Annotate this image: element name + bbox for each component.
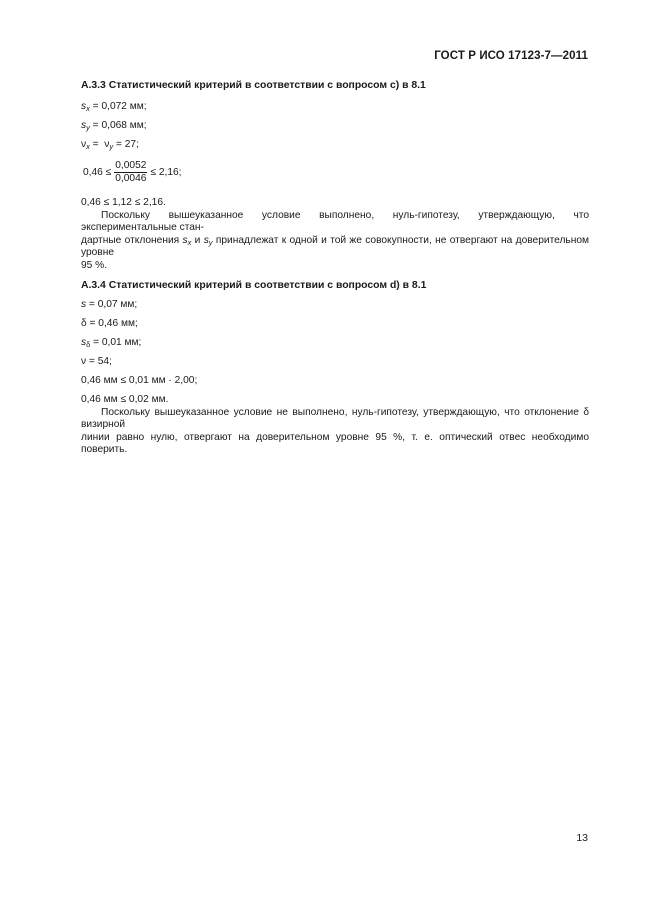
delta-line: δ = 0,46 мм; <box>81 318 138 330</box>
conclusion-sy-subscript: y <box>208 237 213 247</box>
fraction <box>114 160 147 185</box>
sdelta-symbol: s <box>81 337 87 349</box>
conclusion-a33-line2a: дартные отклонения <box>81 234 183 246</box>
result-line: 0,46 ≤ 1,12 ≤ 2,16. <box>81 197 166 208</box>
section-a34-title: А.3.4 Статистический критерий в соответствии с вопросом d) в 8.1 <box>81 280 427 292</box>
conclusion-a34-line1: Поскольку вышеуказанное условие не выполнено, нуль-гипотезу, утверждающую, что отклонение δ визирной <box>81 407 589 431</box>
nu-mid: = <box>89 139 105 150</box>
sy-subscript: y <box>86 123 90 132</box>
conclusion-a34-line2: линии равно нулю, отвергают на доверительном уровне 95 %, т. е. оптический отвес необходимо поверить. <box>81 431 589 456</box>
s-symbol: s <box>81 299 87 311</box>
sy-symbol: s <box>81 120 87 131</box>
conclusion-sx-subscript: x <box>187 237 192 247</box>
conclusion-a33-line2b: и <box>191 234 204 246</box>
page-content <box>81 79 589 457</box>
nu-symbol-y: ν <box>104 139 110 150</box>
fraction-numerator: 0,0052 <box>115 159 147 171</box>
section-a33-title: А.3.3 Статистический критерий в соответствии с вопросом с) в 8.1 <box>81 80 426 91</box>
fraction-left: 0,46 ≤ <box>83 166 112 178</box>
conclusion-a33-line2c: принадлежат к одной и той же совокупности, не отвергают на доверительном уровне <box>81 234 590 259</box>
sdelta-line <box>81 336 589 350</box>
nu-value: = 27; <box>113 139 139 150</box>
s-value: = 0,07 мм; <box>86 299 138 311</box>
document-header: ГОСТ Р ИСО 17123-7—2011 <box>434 50 588 62</box>
sdelta-value: = 0,01 мм; <box>90 337 142 349</box>
nu-54-line: ν = 54; <box>81 356 112 368</box>
conclusion-a33-line1: Поскольку вышеуказанное условие выполнено, нуль-гипотезу, утверждающую, что экспериментальные стан- <box>81 210 589 234</box>
sy-value: = 0,068 мм; <box>89 120 147 131</box>
page-number: 13 <box>576 832 588 844</box>
nu-subscript-y: y <box>109 142 114 151</box>
conclusion-sx-symbol: s <box>182 234 188 246</box>
sx-line <box>81 100 589 114</box>
sx-value: = 0,072 мм; <box>89 101 147 112</box>
conclusion-sy-symbol: s <box>203 234 209 246</box>
fraction-right: ≤ 2,16; <box>150 166 182 178</box>
nu-line <box>81 138 589 152</box>
nu-symbol-x: ν <box>81 139 87 150</box>
s-line <box>81 298 589 312</box>
fraction-inequality <box>83 157 589 187</box>
conclusion-a34 <box>81 407 589 457</box>
inequality-1: 0,46 мм ≤ 0,01 мм · 2,00; <box>81 375 198 387</box>
conclusion-a33 <box>81 210 589 272</box>
sx-symbol: s <box>81 101 87 112</box>
fraction-denominator: 0,0046 <box>115 172 147 184</box>
sdelta-subscript: δ <box>86 340 91 350</box>
sy-line <box>81 119 589 133</box>
conclusion-a33-line3: 95 %. <box>81 259 108 271</box>
nu-subscript-x: x <box>86 142 90 151</box>
inequality-2: 0,46 мм ≤ 0,02 мм. <box>81 394 169 406</box>
sx-subscript: x <box>86 104 90 113</box>
